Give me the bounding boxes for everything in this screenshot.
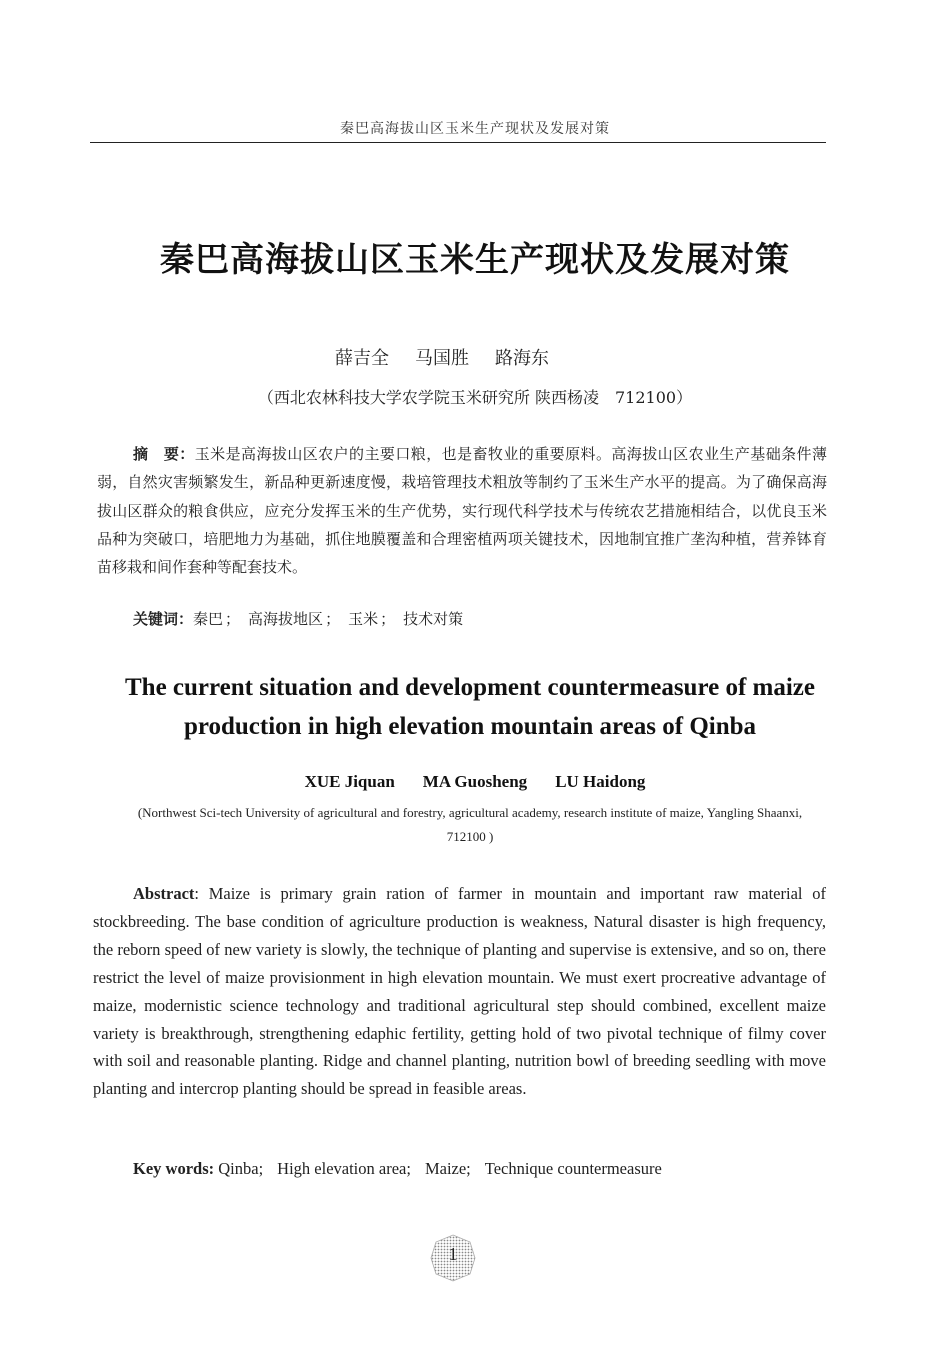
english-authors [0, 772, 950, 792]
cn-keyword-1: 秦巴 [193, 610, 224, 628]
cn-author-3: 路海东 [495, 348, 549, 369]
cn-keyword-2: 高海拔地区 [248, 610, 324, 628]
en-keyword-2: High elevation area; [277, 1159, 411, 1178]
english-abstract: Abstract: Maize is primary grain ration of farmer in mountain and important raw material of stockbreeding. The base condition of agriculture production is weakness, Natural disaster is high frequency, the reborn speed of new variety is slowly, the technique of planting and supervise is extensive, and so on, there restrict the level of maize provisionment in high elevation mountain. We must exert procreative advantage of maize, modernistic science technology and traditional agricultural step should combined, excellent maize variety is breakthrough, strengthening edaphic fertility, getting hold of two pivotal technique of filmy cover with soil and reasonable planting. Ridge and channel planting, nutrition bowl of breeding seedling with move planting and intercrop planting should be spread in feasible areas. [93, 884, 826, 1099]
running-header: 秦巴高海拔山区玉米生产现状及发展对策 [340, 121, 610, 137]
cn-author-2: 马国胜 [415, 348, 469, 369]
english-affiliation: (Northwest Sci-tech University of agricultural and forestry, agricultural academy, research institute of maize, Yangling Shaanxi, 712100 ) [137, 805, 803, 844]
chinese-affiliation: （西北农林科技大学农学院玉米研究所 陕西杨凌 712100） [257, 388, 693, 407]
cn-author-1: 薛吉全 [335, 348, 389, 369]
english-keywords: Key words: Qinba; High elevation area; Maize; Technique countermeasure [133, 1159, 662, 1178]
chinese-abstract [97, 440, 827, 581]
header-rule [90, 142, 826, 143]
en-author-3: LU Haidong [555, 772, 646, 791]
cn-abstract-text: 玉米是高海拔山区农户的主要口粮，也是畜牧业的重要原料。高海拔山区农业生产基础条件薄弱，自然灾害频繁发生，新品种更新速度慢，栽培管理技术粗放等制约了玉米生产水平的提高。为了确保高海拔山区群众的粮食供应，应充分发挥玉米的生产优势，实行现代科学技术与传统农艺措施相结合，以优良玉米品种为突破口，培肥地力为基础，抓住地膜覆盖和合理密植两项关键技术，因地制宜推广垄沟种植，营养钵育苗移栽和间作套种等配套技术。 [97, 445, 827, 577]
chinese-title: 秦巴高海拔山区玉米生产现状及发展对策 [160, 240, 790, 280]
chinese-keywords: 关键词：秦巴 ； 高海拔地区 ； 玉米 ； 技术对策 [133, 610, 464, 628]
page-number: 1 [448, 1244, 458, 1264]
en-author-2: MA Guosheng [422, 772, 528, 791]
en-keyword-3: Maize; [424, 1159, 471, 1178]
en-keyword-1: Qinba; [218, 1159, 264, 1178]
en-abstract-label: Abstract [133, 884, 195, 903]
en-abstract-text: Maize is primary grain ration of farmer in mountain and important raw material of stockbreeding. The base condition of agriculture production is weakness, Natural disaster is high frequency, the reborn speed of new variety is slowly, the technique of planting and supervise is extensive, and so on, there restrict the level of maize provisionment in high elevation mountain. We must exert procreative advantage of maize, modernistic science technology and traditional agricultural step should combined, excellent maize variety is breakthrough, strengthening edaphic fertility, getting hold of two pivotal technique of filmy cover with soil and reasonable planting. Ridge and channel planting, nutrition bowl of breeding seedling with move planting and intercrop planting should be spread in feasible areas. [93, 884, 826, 1099]
cn-abstract-label: 摘 要： [133, 445, 195, 463]
en-author-1: XUE Jiquan [304, 772, 395, 791]
en-keyword-4: Technique countermeasure [484, 1159, 662, 1178]
english-title: The current situation and development countermeasure of maize production in high elevation mountain areas of Qinba [125, 674, 815, 740]
en-keywords-label: Key words [133, 1159, 209, 1178]
cn-keywords-label: 关键词： [133, 610, 194, 628]
cn-keyword-4: 技术对策 [403, 610, 464, 628]
cn-keyword-3: 玉米 [348, 610, 379, 628]
chinese-authors [335, 344, 575, 370]
